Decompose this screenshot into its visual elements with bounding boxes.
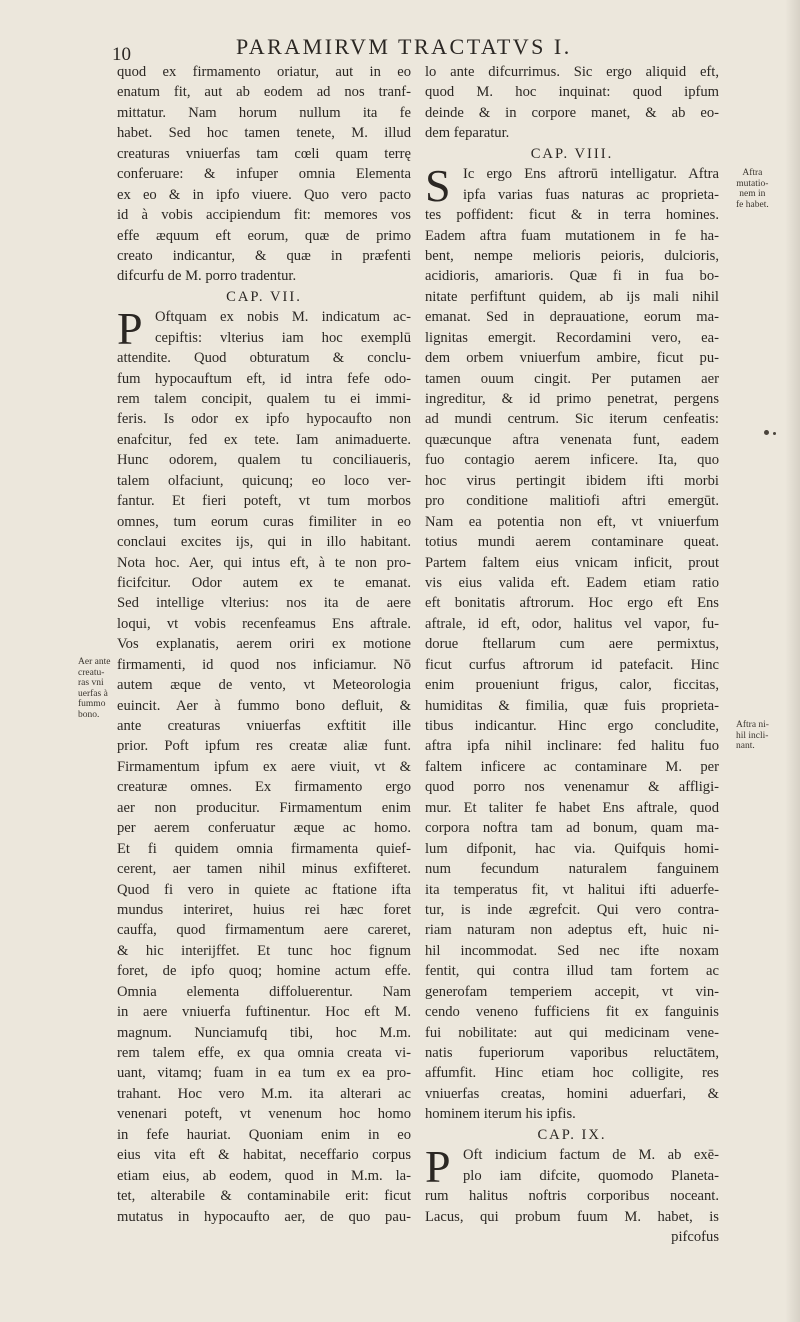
- margin-note-line: mutatio-: [736, 178, 769, 189]
- text-line: ita temperatus fit, vt halitui ifti aduerfe-: [425, 881, 719, 898]
- text-line: dorue ftellarum cum aere permixtus,: [425, 636, 719, 653]
- text-line: fui nobilitate: aut qui medicinam vene-: [425, 1024, 719, 1041]
- page-number: 10: [112, 44, 131, 65]
- text-line: ad mundi centrum. Sic iterum cenfeatis:: [425, 411, 719, 428]
- text-line: acidioris, amarioris. Quæ fi in fua bo-: [425, 268, 719, 285]
- drop-cap: S: [425, 160, 451, 212]
- text-line: per aerem conferuatur æque ac homo.: [117, 820, 411, 837]
- text-line: vis eius valida eft. Eadem etiam ratio: [425, 574, 719, 591]
- text-line: habet. Sed hoc tamen tenete, M. illud: [117, 125, 411, 142]
- text-line: tamen ouum cingit. Per putamen aer: [425, 370, 719, 387]
- text-line: conclaui excites ijs, qui in illo habitant.: [117, 534, 411, 551]
- text-line: Lacus, qui probum fuum M. habet, is: [425, 1208, 719, 1225]
- text-line: omnes, tum eorum curas fimiliter in eo: [117, 513, 411, 530]
- text-line: prior. Poft ipfum res creatæ aliæ funt.: [117, 738, 411, 755]
- text-line: faltem inficere ac contaminare M. per: [425, 758, 719, 775]
- text-line: ante creaturas vniuerfas exftitit ille: [117, 718, 411, 734]
- text-line: aer non producitur. Firmamentum enim: [117, 799, 411, 816]
- text-line: tur, is inde ægrefcit. Qui vero contra-: [425, 901, 719, 918]
- text-line: Vos explanatis, aerem oriri ex motione: [117, 636, 411, 653]
- text-line: Partem faltem eius vnicam inficit, prout: [425, 554, 719, 571]
- text-line: fantur. Et fieri poteft, vt tum morbos: [117, 493, 411, 510]
- margin-note-line: hil incli-: [736, 730, 769, 741]
- text-line: Sed intellige vlterius: nos ita de aere: [117, 595, 411, 612]
- text-line: tet, alterabile & contaminabile erit: ficut: [117, 1188, 411, 1205]
- text-line: mur. Et taliter fe habet Ens aftrale, quod: [425, 799, 719, 816]
- catchword: pifcofus: [671, 1228, 719, 1245]
- text-line: etiam eius, ab eodem, quod in M.m. la-: [117, 1167, 411, 1184]
- text-line: fentit, qui contra illud tam fortem ac: [425, 963, 719, 980]
- text-line: emanat. Sed in deprauatione, eorum ma-: [425, 309, 719, 326]
- text-line: quod porro nos venenamur & affligi-: [425, 779, 719, 796]
- text-line: aftra ipfa nihil inclinare: fed halitu fuo: [425, 738, 719, 755]
- margin-note-astra-nihil: [736, 720, 769, 752]
- text-line: rem talem concipit, qualem tu ei immi-: [117, 391, 411, 407]
- running-head: PARAMIRVM TRACTATVS I.: [236, 34, 572, 59]
- margin-note-line: fe habet.: [736, 199, 769, 210]
- text-line: enafcitur, fed ex tete. Iam animaduerte.: [117, 431, 411, 448]
- margin-note-line: nem in: [739, 189, 766, 199]
- text-line: Ic ergo Ens aftrorū intelligatur. Aftra: [463, 166, 719, 183]
- chapter-heading: CAP. IX.: [537, 1126, 607, 1143]
- text-line: in aere vniuerfa fuftinentur. Hoc eft M.: [117, 1004, 411, 1021]
- text-line: Oftquam ex nobis M. indicatum ac-: [155, 309, 411, 326]
- text-line: nitate perfiftunt quidem, ab ijs mali nihil: [425, 288, 719, 305]
- margin-note-line: nant.: [736, 741, 755, 751]
- text-line: Nam ea potentia non eft, vt vniuerfum: [425, 513, 719, 530]
- text-line: Eadem aftra fuam mutationem in fe ha-: [425, 227, 719, 244]
- drop-cap: P: [425, 1141, 451, 1193]
- text-line: ingreditur, & id primo penetrat, pergens: [425, 391, 719, 407]
- right-lines-a: [425, 62, 719, 144]
- chapter-heading: CAP. VIII.: [530, 145, 614, 162]
- text-line: uant, vitamq; fuam in ea tum ex ea pro-: [117, 1065, 411, 1082]
- text-line: cauffa, quod firmamentum aere careret,: [117, 922, 411, 939]
- text-line: dem orbem vniuerfum ambire, ficut pu-: [425, 350, 719, 367]
- text-line: plo iam difcite, quomodo Planeta-: [463, 1167, 719, 1184]
- text-line: affumfit. Hinc etiam hoc colligite, res: [425, 1065, 719, 1082]
- text-line: ficut curfus aftrorum id patefacit. Hinc: [425, 656, 719, 673]
- margin-note-line: Aftra: [742, 168, 763, 178]
- drop-cap: P: [117, 303, 143, 355]
- text-line: foret, de ipfo quoq; homine actum effe.: [117, 963, 411, 980]
- text-line: rem talem effe, ex qua omnia creata vi-: [117, 1045, 411, 1061]
- text-line: attendite. Quod obturatum & conclu-: [117, 350, 411, 367]
- text-line: eius vita eft & habitat, neceffario corpus: [117, 1147, 411, 1164]
- text-line: quæcunque aftra venenata funt, eadem: [425, 431, 719, 448]
- text-line: in fefe hauriat. Quoniam enim in eo: [117, 1126, 411, 1143]
- text-line: fuo contagio aerem inficere. Ita, quo: [425, 452, 719, 469]
- ink-spot: [764, 430, 769, 435]
- right-column: [425, 62, 719, 1247]
- text-line: ex eo & in ipfo viuere. Quo vero pacto: [117, 186, 411, 203]
- margin-note-line: Aer ante: [78, 657, 111, 667]
- text-line: riam naturam non adeptus eft, huic ni-: [425, 922, 719, 939]
- text-line: conferuare: & infuper omnia Elementa: [117, 166, 411, 183]
- text-line: cepiftis: vlterius iam hoc exemplū: [155, 329, 411, 346]
- margin-note-aer: [78, 657, 110, 720]
- text-line: Nota hoc. Aer, qui intus eft, à te non pro-: [117, 554, 411, 571]
- text-line: corpora noftra tam ad bonum, quam ma-: [425, 820, 719, 837]
- text-line: creaturæ omnes. Ex firmamento ergo: [117, 779, 411, 796]
- margin-note-line: fummo: [78, 699, 106, 709]
- right-lines-b: [425, 205, 719, 1125]
- chapter-heading: CAP. VII.: [226, 288, 302, 305]
- text-line: ficifcitur. Odor autem ex te emanat.: [117, 574, 411, 591]
- text-line: lo ante difcurrimus. Sic ergo aliquid eft,: [425, 64, 719, 80]
- margin-note-line: bono.: [78, 709, 100, 720]
- margin-note-line: Aftra ni-: [736, 720, 769, 730]
- paragraph-cap-viii: [425, 160, 719, 1125]
- text-line: feris. Is odor ex ipfo hypocaufto non: [117, 411, 411, 428]
- text-line: lignitas emergit. Recordamini vero, ea-: [425, 329, 719, 346]
- text-line: loqui, vt vobis recenfeamus Ens aftrale.: [117, 615, 411, 632]
- text-line: Omnia elementa diffoluerentur. Nam: [117, 983, 411, 1000]
- text-line: Oft indicium factum de M. ab exē-: [463, 1147, 719, 1164]
- margin-note-line: ras vni: [78, 678, 104, 688]
- text-line: creato indicantur, & quæ in præfenti: [117, 247, 411, 264]
- text-line: tibus indicantur. Hinc ergo concludite,: [425, 718, 719, 734]
- text-line: Firmamentum ipfum ex aere viuit, vt &: [117, 758, 411, 775]
- left-lines-b: [117, 348, 411, 1227]
- text-line: totius mundi aerem contaminare queat.: [425, 534, 719, 551]
- text-line: humiditas & fimilia, quæ fuis proprieta-: [425, 697, 719, 714]
- text-line: vniuerfas creatas, homini aduerfari, &: [425, 1085, 719, 1102]
- paragraph-cap-vii: [117, 303, 411, 1227]
- left-lines-a: [117, 62, 411, 287]
- text-line: trahant. Hoc vero M.m. ita alterari ac: [117, 1085, 411, 1102]
- text-line: Quod fi vero in quiete ac ftatione ifta: [117, 881, 411, 898]
- text-line: quod ex firmamento oriatur, aut in eo: [117, 64, 411, 80]
- margin-note-line: uerfas à: [78, 688, 108, 699]
- text-line: mutatus in hypocaufto aer, de quo pau-: [117, 1208, 411, 1225]
- text-line: cerent, aer tamen nihil minus exfifteret.: [117, 861, 411, 878]
- text-line: Hunc odorem, qualem tu conciliaueris,: [117, 452, 411, 469]
- text-line: quod M. hoc inquinat: quod ipfum: [425, 84, 719, 101]
- text-line: enatum fit, aut ab eodem ad nos tranf-: [117, 84, 411, 101]
- text-line: venenari poteft, vt venenum hoc homo: [117, 1106, 411, 1123]
- text-line: autem æque de vento, vt Meteorologia: [117, 677, 411, 694]
- text-line: dem feparatur.: [425, 125, 510, 142]
- text-line: num fecundum naturalem fanguinem: [425, 861, 719, 878]
- text-line: fum hypocauftum eft, id intra fefe odo-: [117, 370, 411, 387]
- paragraph-cap-ix: [425, 1141, 719, 1247]
- page-fold-shadow: [785, 0, 800, 1322]
- left-column: [117, 62, 411, 1227]
- text-line: ipfa varias fuas naturas ac proprieta-: [463, 186, 719, 203]
- margin-note-astra-mutatio: [736, 168, 769, 210]
- text-line: tes poffident: ficut & in terra homines.: [425, 207, 719, 224]
- text-line: mundus interiret, huius rei hæc foret: [117, 901, 411, 918]
- text-line: lum difponit, hac via. Quifquis homi-: [425, 840, 719, 857]
- text-line: pro conditione malitiofi aftri emergūt.: [425, 493, 719, 510]
- text-line: aftrale, id eft, odor, halitus vel vapor, fu-: [425, 615, 719, 632]
- text-line: creaturas vniuerfas tam cœli quam terrę: [117, 145, 411, 162]
- text-line: difcurfu de M. porro tradentur.: [117, 268, 297, 285]
- ink-spot: [773, 432, 776, 435]
- margin-note-line: creatu-: [78, 667, 105, 678]
- text-line: eft bonitatis aftrorum. Hoc ergo eft Ens: [425, 595, 719, 612]
- text-line: mittatur. Nam horum nullum ita fe: [117, 104, 411, 121]
- text-line: firmamenti, id quod nos inficiamur. Nō: [117, 656, 411, 673]
- text-line: natis fuperiorum vaporibus reluctātem,: [425, 1045, 719, 1061]
- text-line: hoc virus pertingit ibidem ifti morbi: [425, 472, 719, 489]
- text-line: enim proueniunt frigus, calor, ficcitas,: [425, 677, 719, 694]
- text-line: effe æquum eft eorum, quæ de primo: [117, 227, 411, 244]
- text-line: bent, nempe melioris peioris, dulcioris,: [425, 247, 719, 264]
- text-line: hominem iterum his ipfis.: [425, 1106, 576, 1123]
- text-line: euincit. Aer à fummo bono defluit, &: [117, 697, 411, 714]
- text-line: rum halitus noftris corporibus noceant.: [425, 1188, 719, 1205]
- text-line: generofam temperiem accepit, vt vin-: [425, 983, 719, 1000]
- text-line: Et fi quidem omnia firmamenta quief-: [117, 840, 411, 857]
- text-line: hil incommodat. Sed nec ifte noxam: [425, 942, 719, 959]
- text-line: talem olfaciunt, quicunq; eo loco ver-: [117, 472, 411, 489]
- text-line: id à vobis accipiendum fit: memores vos: [117, 207, 411, 224]
- text-line: & hic interijffet. Et tunc hoc fignum: [117, 942, 411, 959]
- text-line: magnum. Nunciamufq tibi, hoc M.m.: [117, 1024, 411, 1041]
- text-line: cendo veneno fufficiens fit ex fanguinis: [425, 1004, 719, 1021]
- text-line: deinde & in corpore manet, & ab eo-: [425, 104, 719, 121]
